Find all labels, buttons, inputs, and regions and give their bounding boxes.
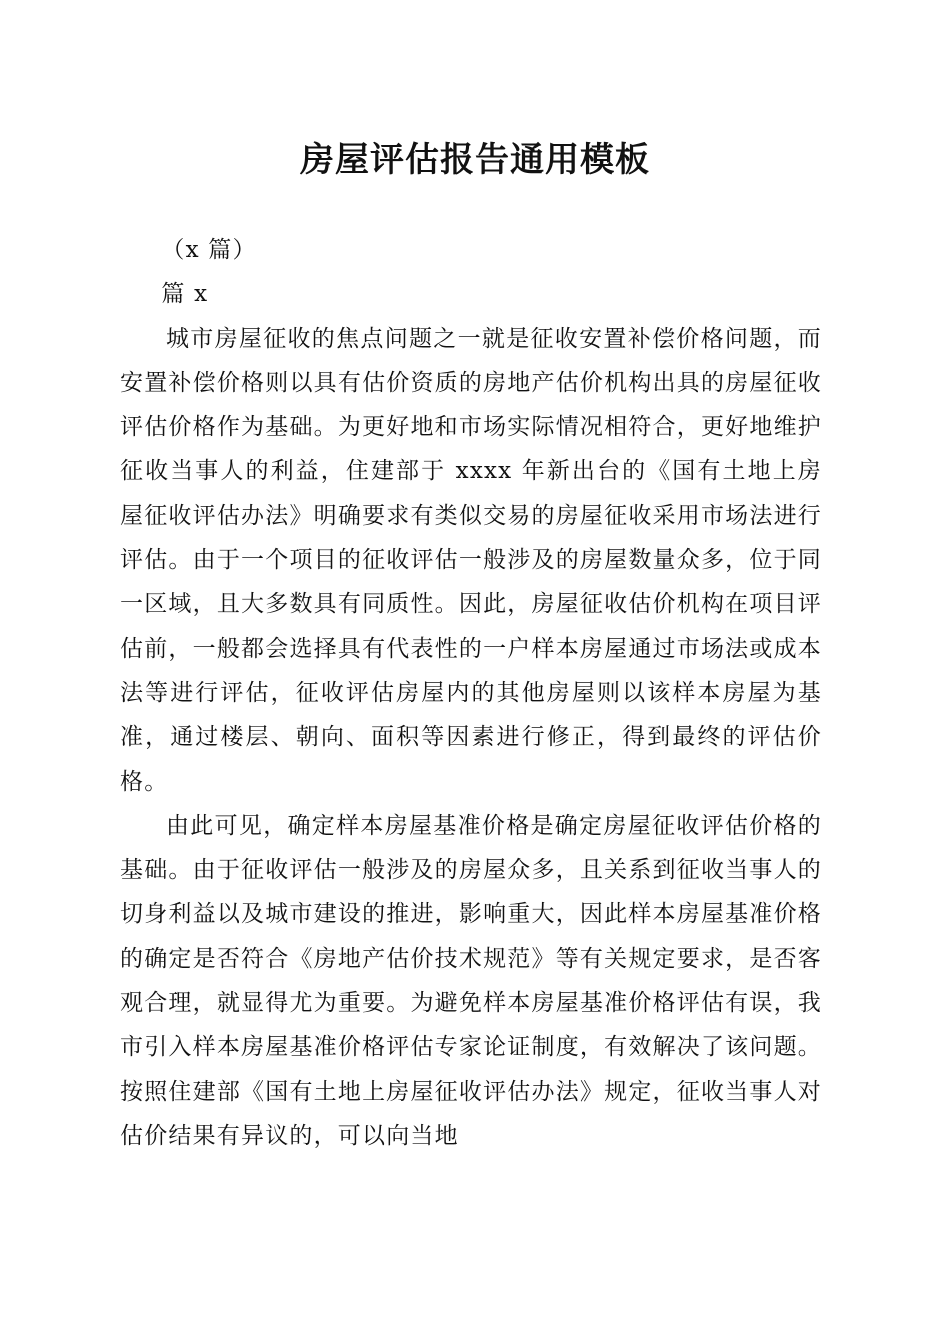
document-title: 房屋评估报告通用模板 <box>300 140 650 180</box>
subtitle-line: （x 篇） <box>161 237 257 263</box>
document-body <box>120 228 822 1158</box>
paragraph-1: 城市房屋征收的焦点问题之一就是征收安置补偿价格问题，而安置补偿价格则以具有估价资质的房地产估价机构出具的房屋征收评估价格作为基础。为更好地和市场实际情况相符合，更好地维护征收当事人的利益，住建部于 xxxx 年新出台的《国有土地上房屋征收评估办法》明确要求有类似交易的房屋征收采用市场法进行评估。由于一个项目的征收评估一般涉及的房屋数量众多，位于同一区域，且大多数具有同质性。因此，房屋征收估价机构在项目评估前，一般都会选择具有代表性的一户样本房屋通过市场法或成本法等进行评估，征收评估房屋内的其他房屋则以该样本房屋为基准，通过楼层、朝向、面积等因素进行修正，得到最终的评估价格。 <box>120 325 822 795</box>
section-label: 篇 x <box>161 281 209 308</box>
paragraph-2: 由此可见，确定样本房屋基准价格是确定房屋征收评估价格的基础。由于征收评估一般涉及的房屋众多，且关系到征收当事人的切身利益以及城市建设的推进，影响重大，因此样本房屋基准价格的确定是否符合《房地产估价技术规范》等有关规定要求，是否客观合理，就显得尤为重要。为避免样本房屋基准价格评估有误，我市引入样本房屋基准价格评估专家论证制度，有效解决了该问题。按照住建部《国有土地上房屋征收评估办法》规定，征收当事人对估价结果有异议的，可以向当地 <box>120 812 822 1149</box>
